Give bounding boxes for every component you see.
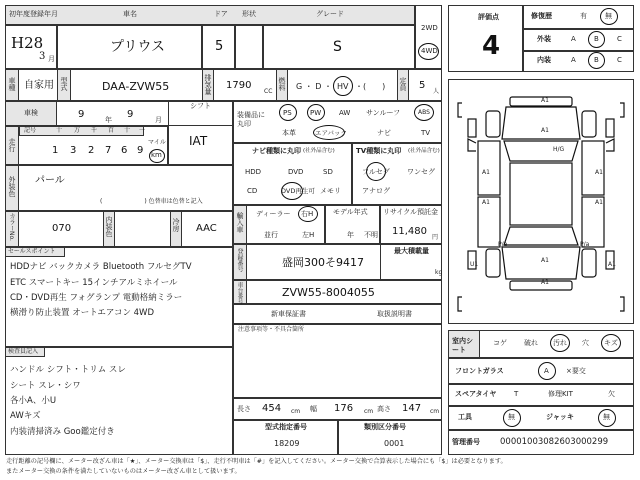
equip-navi: ナビ <box>377 129 391 137</box>
vin-value: ZVW55-8004055 <box>282 286 375 299</box>
aircon-label: 冷房 <box>172 218 180 232</box>
import-dealer: ディーラー <box>256 210 291 218</box>
dims-hei-label: 高さ <box>377 405 391 413</box>
displacement-value: 1790 <box>226 80 252 91</box>
import-left: 左H <box>302 231 315 239</box>
dims-wid-unit: cm <box>364 408 374 415</box>
dims-wid-label: 幅 <box>310 405 317 413</box>
mileage-digit-4: 6 <box>121 145 128 156</box>
import-parallel: 並行 <box>264 231 278 239</box>
front-glass-label: フロントガラス <box>455 367 504 375</box>
sales-line-2: CD・DVD再生 フォグランプ 電動格納ミラー <box>10 293 183 303</box>
reg-year: H28 <box>11 34 44 52</box>
mileage-unit-2: 千 <box>91 127 98 134</box>
mileage-km: km <box>151 151 162 159</box>
diagram-label-right-front: A1 <box>595 169 603 176</box>
front-glass-a: A <box>544 367 549 375</box>
car-name-label: 車名 <box>123 10 137 18</box>
recycle-label: リサイクル預託金 <box>383 208 439 216</box>
car-diagram <box>448 79 634 324</box>
shift-value: IAT <box>189 134 208 148</box>
front-glass-x: ×要交 <box>566 367 586 375</box>
max-load-label: 最大積載量 <box>394 247 429 255</box>
diagram-label-right-rear: A1 <box>595 199 603 206</box>
seat-scratch: キズ <box>604 339 618 347</box>
mileage-record-label: 記号 <box>24 127 37 134</box>
dims-len-unit: cm <box>291 408 301 415</box>
class-no-value: 0001 <box>384 439 405 448</box>
sales-line-3: 横滑り防止装置 オートエアコン 4WD <box>10 308 154 318</box>
model-year-unit: 年 <box>347 231 354 239</box>
diagram-label-rear-bumper: A1 <box>541 279 549 286</box>
spare-none: 欠 <box>608 390 615 398</box>
grade-value: S <box>333 39 342 55</box>
exterior-c: C <box>617 35 622 43</box>
jack-none: 無 <box>603 413 610 421</box>
mileage-label: 走行 <box>8 138 16 152</box>
tv-label: TV種類に丸印 <box>356 147 402 155</box>
diagram-label-left-front: A1 <box>482 169 490 176</box>
doors-label: ドア <box>214 10 228 18</box>
inspector-label: 検査員記入 <box>8 348 39 355</box>
inspector-line-1: シート スレ・シワ <box>10 381 81 391</box>
dims-wid: 176 <box>334 403 354 414</box>
mileage-digit-0: 1 <box>52 145 59 156</box>
mileage-unit-3: 百 <box>108 127 115 134</box>
max-load-unit: kg <box>435 269 443 276</box>
score-value: 4 <box>482 31 501 61</box>
capacity-label: 定員 <box>399 77 407 91</box>
seat-hole: 穴 <box>582 339 589 347</box>
plate-value: 盛岡300そ9417 <box>282 256 364 269</box>
recycle-unit: 円 <box>432 234 439 241</box>
reg-label: 初年度登録年月 <box>9 10 58 18</box>
equip-leather: 本革 <box>282 129 296 137</box>
warranty-label: 新車保証書 <box>271 310 306 318</box>
diagram-label-front: A1 <box>541 97 549 104</box>
color-value: パール <box>35 175 65 186</box>
interior-a: A <box>571 56 576 64</box>
shape-label: 形状 <box>242 10 256 18</box>
navi-dvd: DVD <box>288 168 304 176</box>
equip-abs: ABS <box>418 109 430 116</box>
inspector-line-4: 内装清掃済み Goo鑑定付き <box>10 427 115 437</box>
navi-label: ナビ種類に丸印 <box>252 147 301 155</box>
fuel-hv: HV <box>337 82 349 91</box>
displacement-label: 排気量 <box>204 74 212 95</box>
class-no-label: 類別区分番号 <box>364 423 406 431</box>
manage-value: 00001003082603000299 <box>500 437 609 447</box>
navi-memory: メモリ <box>320 187 341 195</box>
model-type-value: DAA-ZVW55 <box>102 80 170 93</box>
fuel-label: 燃料 <box>278 77 286 91</box>
seat-stain: 汚れ <box>553 339 567 347</box>
equip-aw: AW <box>339 109 351 117</box>
sales-line-1: ETC スマートキー 15インチアルミホイール <box>10 278 178 288</box>
category-value: 自家用 <box>24 80 54 91</box>
tools-none: 無 <box>508 413 515 421</box>
seat-tear: 破れ <box>524 339 538 347</box>
navi-cd: CD <box>247 187 258 195</box>
model-year-unknown: 不明 <box>364 231 378 239</box>
footer-line-0: 走行距離の記号欄に、メーター改ざん車は「★」、メーター交換車は「$」、走行不明車は「#」を記入してください。メーター交換で合算表示した場合にも「$」は必要となります。 <box>6 458 507 465</box>
equip-ps: PS <box>283 109 292 117</box>
equip-sunroof: サンルーフ <box>366 109 401 117</box>
manage-label: 管理番号 <box>452 438 480 446</box>
mileage-digit-5: 9 <box>137 145 144 156</box>
aircon-value: AAC <box>196 223 217 234</box>
equip-tv: TV <box>421 129 431 137</box>
mileage-unit-4: 十 <box>124 127 131 134</box>
car-name-value: プリウス <box>110 39 166 55</box>
diagram-label-side-u: A1 <box>608 261 616 268</box>
tools-label: 工具 <box>458 413 472 421</box>
manual-label: 取扱説明書 <box>377 310 412 318</box>
jack-label: ジャッキ <box>546 413 574 421</box>
inspector-line-3: AWキズ <box>10 411 41 421</box>
mileage-unit-0: 十 <box>56 127 63 134</box>
plate-label: 登録番号 <box>236 248 243 272</box>
caution-label: 注意事項等・不具合箇所 <box>238 326 305 333</box>
mileage-digit-1: 3 <box>70 145 77 156</box>
drive-2wd: 2WD <box>421 24 438 32</box>
seat-burn: コゲ <box>493 339 507 347</box>
shift-cell <box>168 101 233 165</box>
capacity-unit: 人 <box>433 88 440 95</box>
sales-label: セールスポイント <box>8 248 56 255</box>
repair-label: 修復歴 <box>531 12 552 20</box>
tv-oneseg: ワンセグ <box>407 168 435 176</box>
room-seat-label: 室内シート <box>452 337 473 354</box>
dims-hei: 147 <box>402 403 422 414</box>
equipment-label: 装備品に丸印 <box>237 111 265 128</box>
shift-label: シフト <box>190 102 211 110</box>
caution-box <box>233 324 442 398</box>
displacement-unit: CC <box>264 88 273 95</box>
interior-color-label: 内装色 <box>105 216 113 237</box>
navi-sd: SD <box>323 168 333 176</box>
diagram-label-trunk: A1 <box>541 257 549 264</box>
navi-hdd: HDD <box>245 168 262 176</box>
category-label: 車種 <box>8 77 16 91</box>
model-year-label: モデル年式 <box>333 208 368 216</box>
color-note: ( ) 色替車は色替と記入 <box>100 198 203 205</box>
doors-value: 5 <box>215 39 224 54</box>
inspection-month-unit: 月 <box>155 116 162 124</box>
type-no-label: 型式指定番号 <box>265 423 307 431</box>
exterior-a: A <box>571 35 576 43</box>
reg-month: 3 <box>39 51 46 62</box>
diagram-label-pa-right: P/a <box>580 241 590 248</box>
diagram-label-hood: A1 <box>541 127 549 134</box>
inspection-month: 9 <box>127 109 134 120</box>
inspector-line-2: 各小A、小U <box>10 396 57 406</box>
mileage-digit-3: 7 <box>105 145 112 156</box>
diagram-label-left-rear: A1 <box>482 199 490 206</box>
repair-none: 無 <box>605 12 612 20</box>
header-row <box>5 5 415 25</box>
inspection-year-unit: 年 <box>105 116 112 124</box>
mileage-unit-1: 万 <box>74 127 81 134</box>
exterior-label: 外装 <box>537 35 551 43</box>
inspection-label: 車検 <box>24 109 38 117</box>
spare-kit: 修理KIT <box>548 390 573 398</box>
equip-pw: PW <box>310 109 322 117</box>
spare-label: スペアタイヤ <box>455 390 497 398</box>
import-right: 右H <box>301 210 314 218</box>
import-label: 輸入車 <box>236 212 244 233</box>
capacity-value: 5 <box>419 80 426 91</box>
shape-cell <box>235 25 263 69</box>
navi-note: (社外品含む) <box>303 148 335 154</box>
spare-t: T <box>514 390 519 398</box>
interior-label: 内装 <box>537 56 551 64</box>
equip-airbag: エアバック <box>315 129 347 137</box>
score-label: 評価点 <box>478 13 499 21</box>
diagram-label-pa-left: P/a <box>498 241 508 248</box>
diagram-label-hg: H/G <box>553 146 565 153</box>
grade-label: グレード <box>316 10 344 18</box>
color-no-label: カラーNo. <box>8 213 15 241</box>
mileage-mile: マイル <box>148 139 166 146</box>
exterior-b: B <box>594 35 599 43</box>
inspection-year: 9 <box>78 109 85 120</box>
dims-hei-unit: cm <box>430 408 440 415</box>
model-type-label: 型式 <box>60 77 68 91</box>
vin-label: 車台番号 <box>236 282 243 304</box>
type-no-value: 18209 <box>274 439 300 448</box>
dims-len: 454 <box>262 403 282 414</box>
drive-4wd: 4WD <box>421 47 438 55</box>
interior-c: C <box>617 56 622 64</box>
recycle-value: 11,480 <box>392 226 427 237</box>
dims-len-label: 長さ <box>237 405 251 413</box>
inspector-line-0: ハンドル シフト・トリム スレ <box>10 365 126 375</box>
fuel-other: ・( ) <box>355 82 386 91</box>
repair-has: 有 <box>580 12 587 20</box>
mileage-digit-2: 2 <box>88 145 95 156</box>
mileage-unit-5: 一 <box>139 127 146 134</box>
color-no-value: 070 <box>52 223 72 234</box>
navi-dvd-play: DVD再生可 <box>281 187 315 195</box>
tv-fullseg: フルセグ <box>362 168 390 176</box>
reg-month-unit: 月 <box>48 55 55 63</box>
tv-analog: アナログ <box>362 187 390 195</box>
sales-line-0: HDDナビ バックカメラ Bluetooth フルセグTV <box>10 262 192 272</box>
footer-line-1: またメーター交換の条件を満たしていないものはメーター改ざん車として扱います。 <box>6 468 241 475</box>
diagram-label-u1: U1 <box>470 261 479 268</box>
interior-b: B <box>594 56 599 64</box>
tv-note: (社外品含む) <box>408 148 440 154</box>
color-label: 外装色 <box>8 176 16 197</box>
fuel-options: G ・ D ・ <box>296 82 332 91</box>
